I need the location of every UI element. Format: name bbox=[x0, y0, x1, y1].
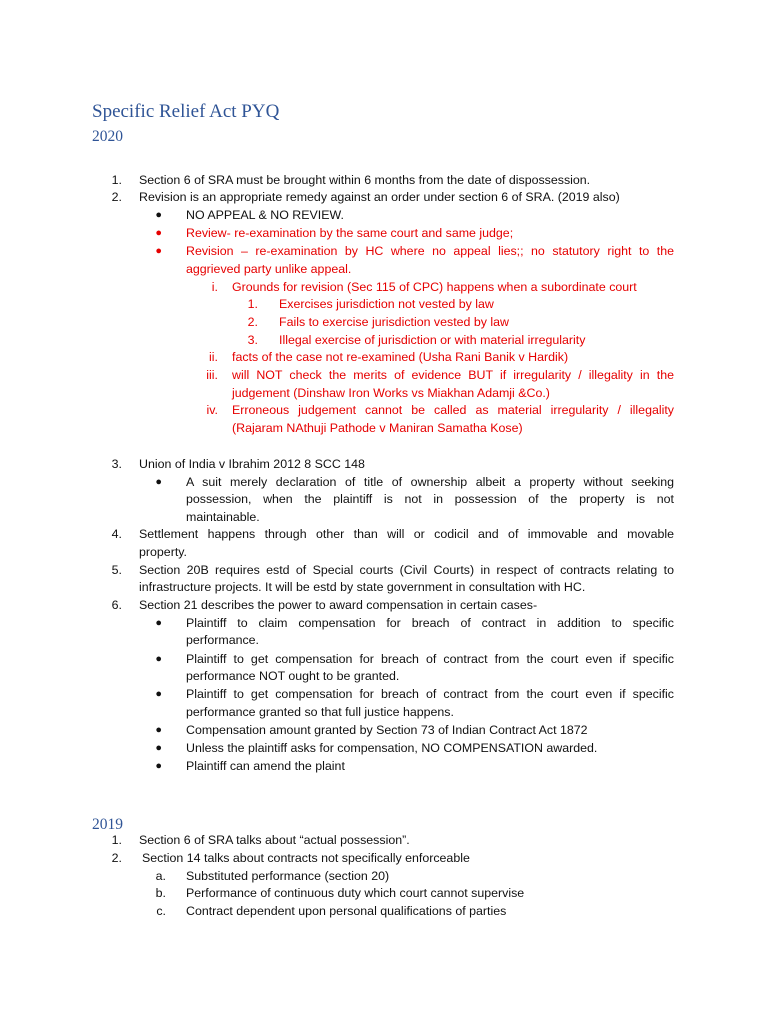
list-item-continuation: judgement (Dinshaw Iron Works vs Miakhan Adamji &Co.) bbox=[232, 386, 550, 400]
bullet-icon: ● bbox=[155, 724, 162, 736]
list-item-text: Erroneous judgement cannot be called as material irregularity / illegality bbox=[232, 403, 674, 417]
year-heading-2020: 2020 bbox=[92, 128, 123, 145]
list-item-text: will NOT check the merits of evidence BUT if irregularity / illegality in the bbox=[232, 368, 674, 382]
bullet-icon: ● bbox=[155, 476, 162, 488]
list-item-text: Section 14 talks about contracts not specifically enforceable bbox=[142, 851, 470, 865]
bullet-icon: ● bbox=[155, 209, 162, 221]
bullet-icon: ● bbox=[155, 245, 162, 257]
roman-numeral: i. bbox=[211, 280, 218, 294]
list-item-continuation: (Rajaram NAthuji Pathode v Maniran Samatha Kose) bbox=[232, 421, 523, 435]
list-item-text: Exercises jurisdiction not vested by law bbox=[279, 297, 494, 311]
list-item-text: Plaintiff to claim compensation for breach of contract in addition to specific bbox=[186, 616, 674, 630]
bullet-icon: ● bbox=[155, 617, 162, 629]
list-item-text: Fails to exercise jurisdiction vested by law bbox=[279, 315, 510, 329]
list-item-text: Revision is an appropriate remedy against an order under section 6 of SRA. (2019 also) bbox=[139, 190, 620, 204]
list-letter: c. bbox=[156, 904, 166, 918]
list-item-text: Substituted performance (section 20) bbox=[186, 869, 390, 883]
list-number: 1. bbox=[111, 173, 122, 187]
list-item-text: Review- re-examination by the same court and same judge; bbox=[186, 226, 514, 240]
bullet-icon: ● bbox=[155, 653, 162, 665]
list-number: 1. bbox=[247, 297, 258, 311]
list-number: 4. bbox=[111, 527, 122, 541]
list-item-text: Settlement happens through other than will or codicil and of immovable and movable bbox=[139, 527, 674, 541]
list-item-text: Unless the plaintiff asks for compensation, NO COMPENSATION awarded. bbox=[186, 741, 598, 755]
document-title: Specific Relief Act PYQ bbox=[92, 101, 280, 122]
list-letter: a. bbox=[155, 869, 166, 883]
year-heading-2019: 2019 bbox=[92, 816, 123, 833]
list-item-text: NO APPEAL & NO REVIEW. bbox=[186, 208, 344, 222]
list-item-text: Section 21 describes the power to award compensation in certain cases- bbox=[139, 598, 538, 612]
list-number: 3. bbox=[247, 333, 258, 347]
roman-numeral: ii. bbox=[209, 350, 218, 364]
list-item-text: Contract dependent upon personal qualifications of parties bbox=[186, 904, 507, 918]
list-item-text: Revision – re-examination by HC where no appeal lies;; no statutory right to the bbox=[186, 244, 674, 258]
list-item-text: Plaintiff can amend the plaint bbox=[186, 759, 345, 773]
list-item-continuation: performance. bbox=[186, 633, 260, 647]
list-item-text: A suit merely declaration of title of ownership albeit a property without seeking bbox=[186, 475, 674, 489]
roman-numeral: iii. bbox=[206, 368, 218, 382]
list-number: 3. bbox=[111, 457, 122, 471]
bullet-icon: ● bbox=[155, 688, 162, 700]
list-item-continuation: performance granted so that full justice happens. bbox=[186, 705, 454, 719]
list-item-continuation: maintainable. bbox=[186, 510, 260, 524]
list-item-text: Plaintiff to get compensation for breach of contract from the court even if specific bbox=[186, 687, 674, 701]
list-letter: b. bbox=[155, 886, 166, 900]
list-item-text: Union of India v Ibrahim 2012 8 SCC 148 bbox=[139, 457, 365, 471]
list-number: 5. bbox=[111, 563, 122, 577]
list-item-continuation: possession, when the plaintiff is not in possession of the property is not bbox=[186, 492, 674, 506]
list-item-text: facts of the case not re-examined (Usha Rani Banik v Hardik) bbox=[232, 350, 569, 364]
list-item-continuation: infrastructure projects. It will be estd by state government in consultation with HC. bbox=[139, 580, 586, 594]
list-number: 2. bbox=[111, 190, 122, 204]
list-number: 2. bbox=[111, 851, 122, 865]
bullet-icon: ● bbox=[155, 760, 162, 772]
list-item-continuation: performance NOT ought to be granted. bbox=[186, 669, 400, 683]
list-item-text: Compensation amount granted by Section 73 of Indian Contract Act 1872 bbox=[186, 723, 588, 737]
bullet-icon: ● bbox=[155, 227, 162, 239]
list-item-text: Illegal exercise of jurisdiction or with material irregularity bbox=[279, 333, 586, 347]
list-number: 1. bbox=[111, 833, 122, 847]
list-item-continuation: aggrieved party unlike appeal. bbox=[186, 262, 352, 276]
roman-numeral: iv. bbox=[206, 403, 218, 417]
list-number: 2. bbox=[247, 315, 258, 329]
bullet-icon: ● bbox=[155, 742, 162, 754]
list-item-text: Section 6 of SRA talks about “actual possession”. bbox=[139, 833, 410, 847]
list-item-text: Plaintiff to get compensation for breach of contract from the court even if specific bbox=[186, 652, 674, 666]
list-item-text: Section 20B requires estd of Special courts (Civil Courts) in respect of contracts relating to bbox=[139, 563, 674, 577]
list-item-continuation: property. bbox=[139, 545, 187, 559]
list-item-text: Grounds for revision (Sec 115 of CPC) happens when a subordinate court bbox=[232, 280, 637, 294]
list-item-text: Section 6 of SRA must be brought within 6 months from the date of dispossession. bbox=[139, 173, 591, 187]
list-item-text: Performance of continuous duty which court cannot supervise bbox=[186, 886, 525, 900]
list-number: 6. bbox=[111, 598, 122, 612]
